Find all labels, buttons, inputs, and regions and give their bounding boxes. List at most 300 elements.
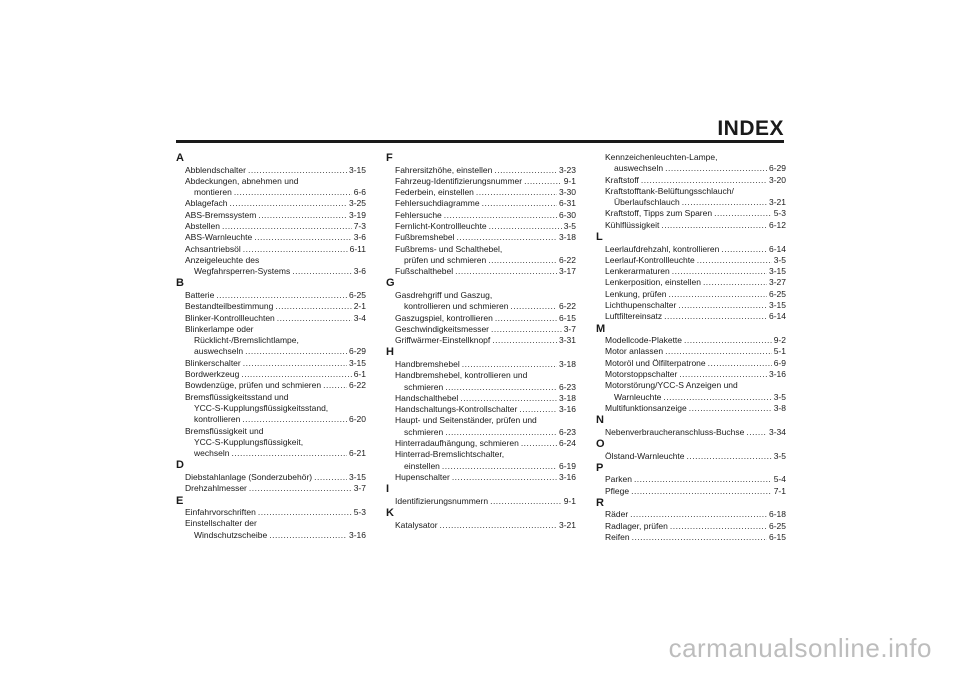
index-entry	[386, 335, 576, 346]
entry-text: Identifizierungsnummern	[395, 495, 489, 506]
index-entry	[596, 346, 786, 357]
entry-text: montieren	[194, 187, 232, 198]
dot-leader	[216, 290, 347, 301]
page-number: 3-5	[563, 220, 576, 231]
page-number: 3-5	[773, 254, 786, 265]
entry-text: Geschwindigkeitsmesser	[395, 323, 490, 334]
entry-text: Ablagefach	[185, 198, 228, 209]
index-entry	[176, 301, 366, 312]
page-number: 3-7	[563, 323, 576, 334]
index-entry	[176, 198, 366, 209]
page-number: 3-30	[558, 187, 576, 198]
page-number: 6-30	[558, 209, 576, 220]
dot-leader	[519, 404, 557, 415]
entry-text: Bestandteilbestimmung	[185, 301, 274, 312]
entry-text: Lenkerposition, einstellen	[605, 277, 701, 288]
page-number: 6-25	[768, 288, 786, 299]
dot-leader	[491, 324, 562, 335]
entry-text: Fahrersitzhöhe, einstellen	[395, 164, 493, 175]
page-number: 6-23	[558, 426, 576, 437]
dot-leader	[684, 335, 772, 346]
index-entry	[596, 521, 786, 532]
dot-leader	[455, 266, 557, 277]
index-entry	[176, 507, 366, 518]
dot-leader	[482, 198, 557, 209]
index-entry	[176, 392, 366, 426]
index-entry	[386, 404, 576, 415]
entry-text: Kennzeichenleuchten-Lampe,	[605, 152, 718, 162]
entry-text: Gaszugspiel, kontrollieren	[395, 312, 493, 323]
page-number: 7-3	[353, 220, 366, 231]
entry-text: Hinterradaufhängung, schmieren	[395, 438, 519, 449]
page-number: 6-1	[353, 369, 366, 380]
entry-text: Räder	[605, 509, 629, 520]
page-number: 3-18	[558, 358, 576, 369]
index-entry	[386, 176, 576, 187]
index-entry	[596, 358, 786, 369]
dot-leader	[292, 266, 351, 277]
entry-text: Achsantriebsöl	[185, 243, 241, 254]
section-letter: M	[596, 322, 606, 335]
entry-text: Fußbrems- und Schalthebel,	[395, 243, 503, 254]
dot-leader	[510, 301, 557, 312]
dot-leader	[314, 472, 347, 483]
entry-text: Haupt- und Seitenständer, prüfen und	[395, 415, 537, 426]
index-entry	[386, 313, 576, 324]
dot-leader	[721, 244, 767, 255]
index-entry	[596, 289, 786, 300]
entry-text: Griffwärmer-Einstellknopf	[395, 335, 491, 346]
page-number: 6-25	[348, 289, 366, 300]
index-entry	[596, 244, 786, 255]
section-letter: N	[596, 414, 604, 427]
entry-text: Radlager, prüfen	[605, 520, 668, 531]
dot-leader	[632, 532, 767, 543]
dot-leader	[457, 232, 557, 243]
section-letter: G	[386, 277, 395, 290]
dot-leader	[703, 277, 767, 288]
entry-text: Nebenverbraucheranschluss-Buchse	[605, 426, 745, 437]
entry-text: Multifunktionsanzeige	[605, 402, 687, 413]
title-rule	[176, 140, 784, 143]
entry-text: Fußschalthebel	[395, 266, 454, 277]
index-entry	[176, 380, 366, 391]
page-number: 6-31	[558, 198, 576, 209]
entry-text: Wegfahrsperren-Systems	[194, 266, 291, 277]
entry-text: schmieren	[404, 381, 444, 392]
dot-leader	[524, 176, 562, 187]
page-number: 3-6	[353, 266, 366, 277]
page-number: 6-6	[353, 187, 366, 198]
dot-leader	[665, 346, 772, 357]
dot-leader	[277, 313, 352, 324]
page-number: 3-8	[773, 402, 786, 413]
index-entry	[596, 300, 786, 311]
entry-text: Warnleuchte	[614, 391, 662, 402]
section-letter: R	[596, 496, 604, 509]
dot-leader	[254, 232, 351, 243]
entry-text: Parken	[605, 474, 632, 485]
index-entry	[596, 474, 786, 485]
dot-leader	[746, 427, 767, 438]
page-number: 6-14	[768, 311, 786, 322]
entry-text: Motor anlassen	[605, 346, 664, 357]
section-letter: L	[596, 231, 603, 244]
section-letter: F	[386, 152, 393, 164]
index-entry	[386, 165, 576, 176]
entry-text: Bowdenzüge, prüfen und schmieren	[185, 380, 322, 391]
entry-text: Pflege	[605, 485, 630, 496]
page-title: INDEX	[717, 117, 784, 140]
page-number: 6-25	[768, 520, 786, 531]
entry-text: Batterie	[185, 289, 215, 300]
entry-text: Motorstoppschalter	[605, 369, 678, 380]
dot-leader	[442, 461, 557, 472]
entry-text: Handbremshebel	[395, 358, 460, 369]
index-entry	[386, 210, 576, 221]
entry-text: Leerlauf-Kontrollleuchte	[605, 254, 695, 265]
dot-leader	[689, 403, 772, 414]
page-number: 3-15	[768, 300, 786, 311]
page-number: 9-1	[563, 495, 576, 506]
entry-text: Windschutzscheibe	[194, 529, 268, 540]
dot-leader	[241, 369, 351, 380]
entry-text: Bremsflüssigkeit und	[185, 425, 264, 436]
index-entry	[596, 208, 786, 219]
entry-text: Kraftstoff, Tipps zum Sparen	[605, 208, 713, 219]
page-number: 3-15	[348, 357, 366, 368]
index-entry	[596, 335, 786, 346]
dot-leader	[445, 427, 557, 438]
dot-leader	[714, 208, 772, 219]
entry-text: Fehlersuche	[395, 209, 442, 220]
entry-text: Hupenschalter	[395, 471, 450, 482]
dot-leader	[452, 472, 557, 483]
dot-leader	[631, 486, 772, 497]
page-number: 3-21	[558, 519, 576, 530]
dot-leader	[323, 380, 347, 391]
page-number: 6-24	[558, 438, 576, 449]
entry-text: auswechseln	[614, 163, 664, 174]
entry-text: Luftfiltereinsatz	[605, 311, 663, 322]
page-number: 9-1	[563, 175, 576, 186]
page-number: 3-21	[768, 197, 786, 208]
page-number: 6-19	[558, 460, 576, 471]
index-entry	[386, 359, 576, 370]
index-entry	[386, 221, 576, 232]
index-entry	[386, 393, 576, 404]
dot-leader	[664, 311, 767, 322]
page-number: 6-9	[773, 357, 786, 368]
dot-leader	[687, 451, 772, 462]
index-entry	[596, 403, 786, 414]
dot-leader	[678, 300, 767, 311]
page-number: 3-4	[353, 312, 366, 323]
entry-text: Einfahrvorschriften	[185, 507, 256, 518]
entry-text: Anzeigeleuchte des	[185, 254, 260, 265]
entry-text: Blinker-Kontrollleuchten	[185, 312, 275, 323]
entry-text: wechseln	[194, 448, 230, 459]
index-entry	[386, 415, 576, 438]
dot-leader	[476, 187, 557, 198]
page-number: 3-34	[768, 426, 786, 437]
dot-leader	[234, 187, 352, 198]
index-entry	[596, 427, 786, 438]
index-entry	[176, 472, 366, 483]
dot-leader	[682, 197, 767, 208]
page-number: 3-15	[348, 164, 366, 175]
index-entry	[176, 518, 366, 541]
dot-leader	[634, 474, 772, 485]
index-column-3	[596, 152, 786, 543]
section-letter: O	[596, 438, 605, 451]
dot-leader	[242, 414, 347, 425]
page-number: 3-25	[348, 198, 366, 209]
entry-text: kontrollieren	[194, 414, 241, 425]
page-number: 6-12	[768, 219, 786, 230]
entry-text: einstellen	[404, 460, 440, 471]
entry-text: Blinkerschalter	[185, 357, 241, 368]
page-number: 6-11	[349, 243, 366, 254]
page-number: 6-22	[348, 380, 366, 391]
index-entry	[596, 266, 786, 277]
index-entry	[176, 165, 366, 176]
dot-leader	[258, 507, 352, 518]
index-entry	[176, 369, 366, 380]
section-letter: I	[386, 483, 390, 496]
page-number: 5-1	[773, 346, 786, 357]
index-entry	[386, 520, 576, 531]
dot-leader	[490, 496, 562, 507]
page-number: 3-15	[348, 471, 366, 482]
index-entry	[596, 311, 786, 322]
dot-leader	[489, 221, 562, 232]
entry-text: Leerlaufdrehzahl, kontrollieren	[605, 243, 720, 254]
entry-text: Fernlicht-Kontrollleuchte	[395, 220, 487, 231]
index-entry	[176, 221, 366, 232]
page-number: 3-18	[558, 392, 576, 403]
entry-text: Fahrzeug-Identifizierungsnummer	[395, 175, 523, 186]
page-number: 6-14	[768, 243, 786, 254]
index-entry	[176, 313, 366, 324]
entry-text: Motorstörung/YCC-S Anzeigen und	[605, 380, 738, 391]
dot-leader	[222, 221, 352, 232]
page-number: 6-29	[348, 346, 366, 357]
entry-text: Fußbremshebel	[395, 232, 455, 243]
page-number: 6-29	[768, 163, 786, 174]
entry-text: Ölstand-Warnleuchte	[605, 450, 685, 461]
dot-leader	[492, 335, 557, 346]
index-entry	[176, 426, 366, 460]
index-entry	[386, 324, 576, 335]
page-number: 3-20	[768, 174, 786, 185]
index-entry	[596, 255, 786, 266]
index-entry	[386, 370, 576, 393]
entry-text: Handschalthebel	[395, 392, 459, 403]
dot-leader	[258, 210, 347, 221]
page-number: 6-20	[348, 414, 366, 425]
dot-leader	[249, 483, 352, 494]
entry-text: Handschaltungs-Kontrollschalter	[395, 404, 518, 415]
dot-leader	[668, 289, 767, 300]
index-entry	[596, 220, 786, 231]
page-number: 6-21	[348, 448, 366, 459]
index-entry	[596, 277, 786, 288]
dot-leader	[269, 530, 347, 541]
entry-text: ABS-Bremssystem	[185, 209, 257, 220]
index-entry	[386, 290, 576, 313]
section-letter: H	[386, 346, 394, 359]
entry-text: Abstellen	[185, 220, 220, 231]
entry-text: YCC-S-Kupplungsflüssigkeitsstand,	[194, 402, 329, 413]
index-entry	[176, 290, 366, 301]
entry-text: kontrollieren und schmieren	[404, 301, 509, 312]
entry-text: Blinkerlampe oder	[185, 323, 254, 334]
section-letter: A	[176, 152, 184, 164]
index-entry	[176, 232, 366, 243]
index-entry	[596, 451, 786, 462]
entry-text: schmieren	[404, 426, 444, 437]
page-number: 3-23	[558, 164, 576, 175]
dot-leader	[679, 369, 767, 380]
entry-text: ABS-Warnleuchte	[185, 232, 253, 243]
dot-leader	[243, 358, 347, 369]
entry-text: Gasdrehgriff und Gaszug,	[395, 289, 493, 300]
page-number: 2-1	[353, 301, 366, 312]
index-entry	[176, 176, 366, 199]
page-number: 3-5	[773, 450, 786, 461]
entry-text: Überlaufschlauch	[614, 197, 680, 208]
page-number: 3-17	[558, 266, 576, 277]
entry-text: Federbein, einstellen	[395, 187, 474, 198]
page-number: 3-31	[558, 335, 576, 346]
index-entry	[386, 244, 576, 267]
index-entry	[386, 232, 576, 243]
dot-leader	[460, 393, 557, 404]
entry-text: Einstellschalter der	[185, 518, 257, 529]
entry-text: YCC-S-Kupplungsflüssigkeit,	[194, 436, 304, 447]
page-number: 6-22	[558, 254, 576, 265]
page-number: 3-7	[353, 483, 366, 494]
entry-text: prüfen und schmieren	[404, 254, 487, 265]
page-number: 3-18	[558, 232, 576, 243]
page-number: 3-27	[768, 277, 786, 288]
page-number: 3-15	[768, 266, 786, 277]
entry-text: Kühlflüssigkeit	[605, 219, 660, 230]
index-column-2	[386, 152, 576, 531]
dot-leader	[444, 210, 557, 221]
entry-text: Rücklicht-/Bremslichtlampe,	[194, 335, 299, 346]
entry-text: Modellcode-Plakette	[605, 335, 683, 346]
page-number: 6-15	[558, 312, 576, 323]
index-entry	[596, 509, 786, 520]
page-number: 7-1	[773, 485, 786, 496]
dot-leader	[641, 175, 767, 186]
page-number: 3-16	[558, 471, 576, 482]
page-number: 3-16	[768, 369, 786, 380]
index-entry	[386, 438, 576, 449]
index-entry	[386, 198, 576, 209]
dot-leader	[672, 266, 767, 277]
dot-leader	[445, 382, 557, 393]
dot-leader	[670, 521, 767, 532]
index-entry	[176, 483, 366, 494]
page-number: 5-4	[773, 474, 786, 485]
entry-text: Handbremshebel, kontrollieren und	[395, 370, 528, 381]
index-entry	[596, 186, 786, 209]
dot-leader	[488, 255, 557, 266]
entry-text: Reifen	[605, 532, 630, 543]
watermark: carmanualsonline.info	[668, 633, 932, 663]
dot-leader	[230, 198, 347, 209]
index-entry	[176, 324, 366, 358]
dot-leader	[245, 346, 347, 357]
dot-leader	[462, 359, 557, 370]
index-entry	[596, 175, 786, 186]
entry-text: Hinterrad-Bremslichtschalter,	[395, 449, 505, 460]
index-entry	[176, 255, 366, 278]
dot-leader	[630, 509, 767, 520]
index-entry	[176, 210, 366, 221]
index-entry	[596, 152, 786, 175]
entry-text: Abblendschalter	[185, 164, 246, 175]
page-number: 3-6	[353, 232, 366, 243]
page-number: 6-23	[558, 381, 576, 392]
dot-leader	[275, 301, 351, 312]
dot-leader	[231, 448, 347, 459]
dot-leader	[697, 255, 772, 266]
page-number: 6-15	[768, 532, 786, 543]
dot-leader	[440, 520, 557, 531]
page-number: 3-16	[348, 529, 366, 540]
section-letter: D	[176, 459, 184, 472]
dot-leader	[248, 165, 347, 176]
page-number: 3-19	[348, 209, 366, 220]
entry-text: Drehzahlmesser	[185, 483, 247, 494]
index-entry	[386, 266, 576, 277]
dot-leader	[665, 163, 767, 174]
entry-text: Lenkung, prüfen	[605, 288, 667, 299]
section-letter: B	[176, 277, 184, 290]
index-column-1	[176, 152, 366, 541]
section-letter: E	[176, 494, 184, 507]
entry-text: Lichthupenschalter	[605, 300, 677, 311]
entry-text: Bordwerkzeug	[185, 369, 240, 380]
dot-leader	[521, 438, 557, 449]
entry-text: Abdeckungen, abnehmen und	[185, 175, 299, 186]
index-entry	[386, 496, 576, 507]
entry-text: Kraftstoff	[605, 174, 639, 185]
index-entry	[386, 449, 576, 472]
page-number: 6-22	[558, 301, 576, 312]
entry-text: auswechseln	[194, 346, 244, 357]
index-entry	[596, 369, 786, 380]
dot-leader	[663, 392, 771, 403]
entry-text: Motoröl und Ölfilterpatrone	[605, 357, 706, 368]
index-entry	[596, 532, 786, 543]
entry-text: Fehlersuchdiagramme	[395, 198, 480, 209]
index-entry	[176, 244, 366, 255]
index-entry	[596, 486, 786, 497]
entry-text: Lenkerarmaturen	[605, 266, 670, 277]
section-letter: K	[386, 507, 394, 520]
entry-text: Diebstahlanlage (Sonderzubehör)	[185, 471, 313, 482]
dot-leader	[495, 313, 557, 324]
section-letter: P	[596, 461, 604, 474]
entry-text: Bremsflüssigkeitsstand und	[185, 391, 289, 402]
page-number: 6-18	[768, 509, 786, 520]
dot-leader	[661, 220, 767, 231]
